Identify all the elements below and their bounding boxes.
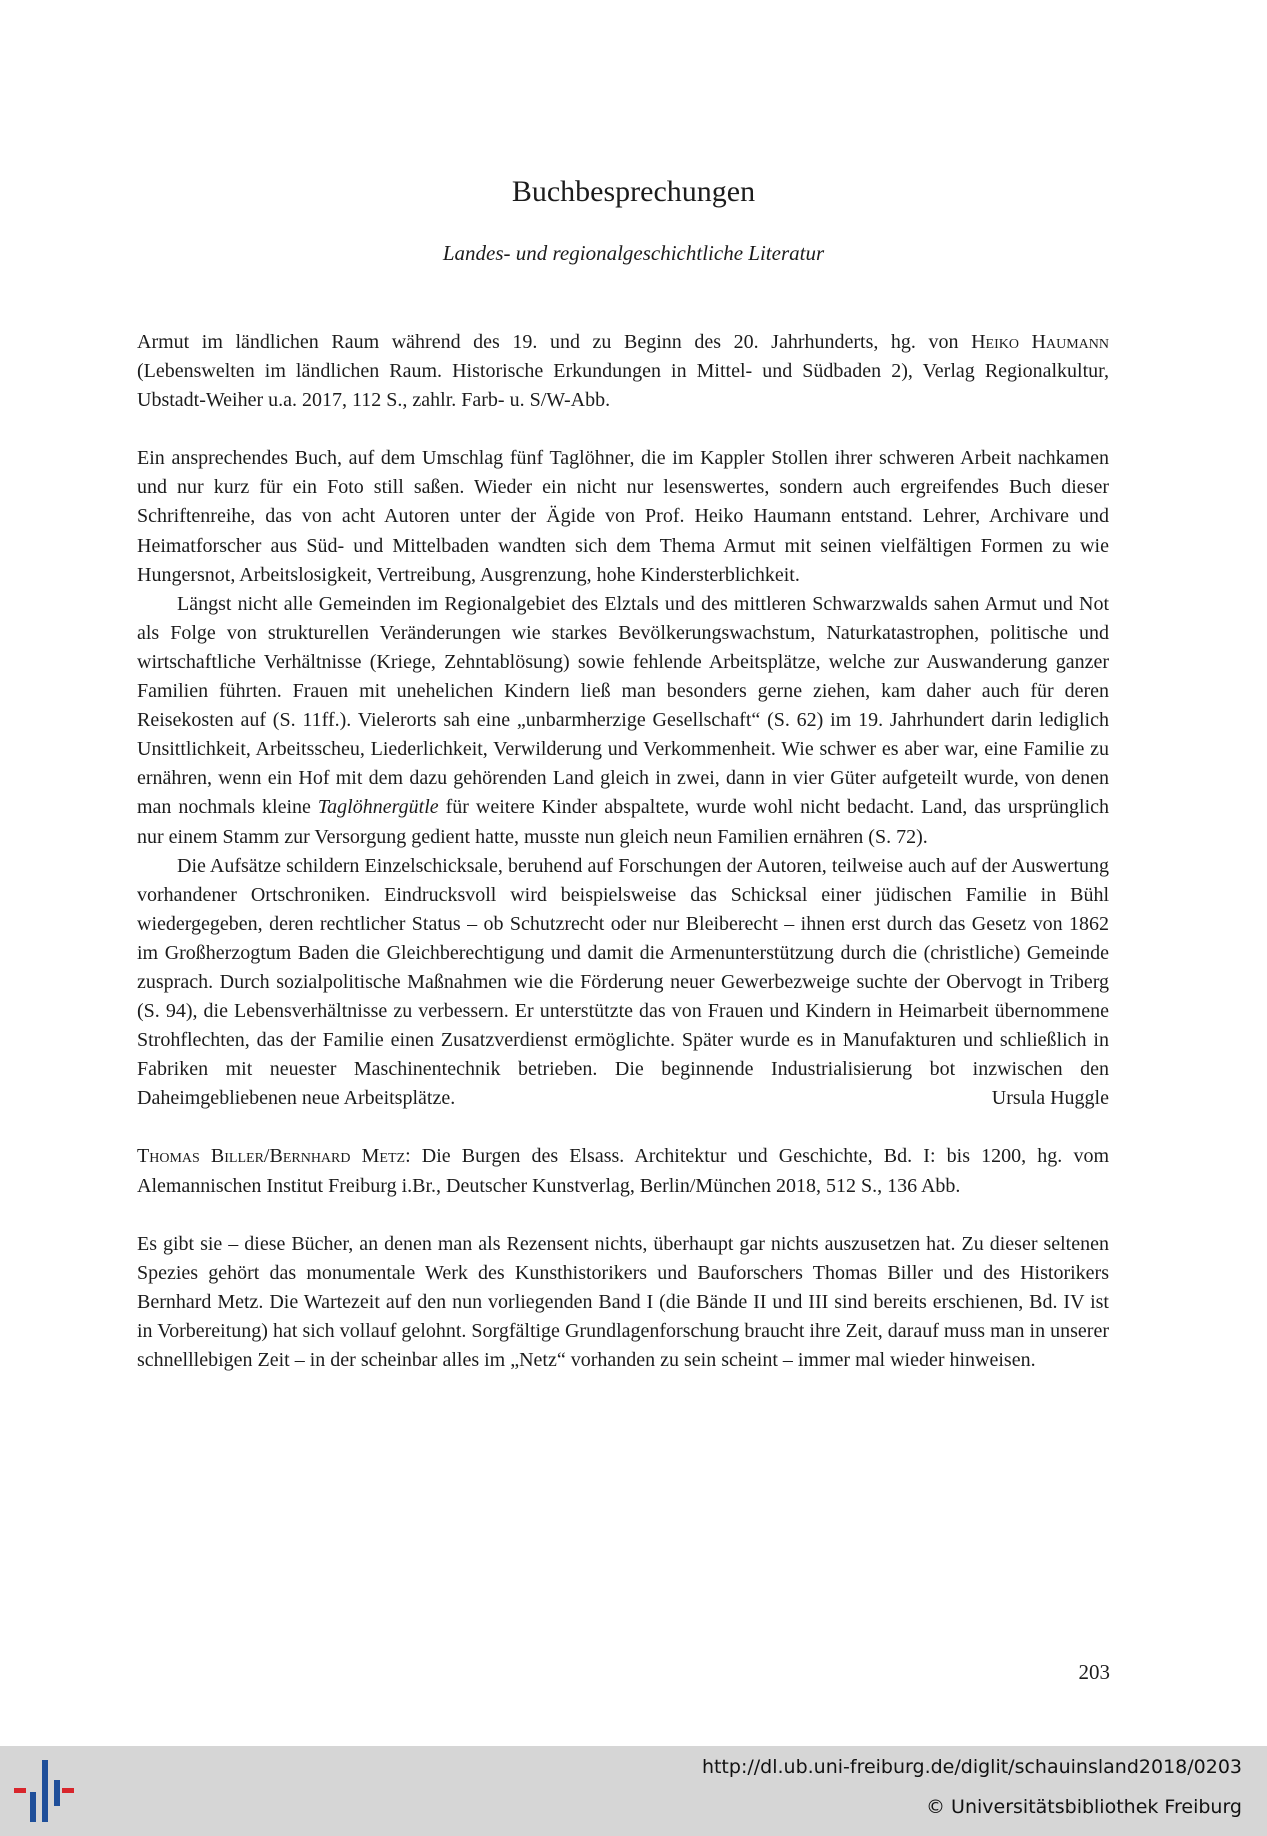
review1-paragraph-2 bbox=[137, 590, 1109, 852]
paragraph-text: Längst nicht alle Gemeinden im Regionalgebiet des Elztals und des mittleren Schwarzwalds sahen Armut und Not als Folge von strukturellen Veränderungen wie starkes Bevölkerungswachstum, Naturkatastrophen, politische und wirtschaftliche Verhältnisse (Kriege, Zehntablösung) sowie fehlende Arbeitsplätze, welche zur Auswanderung ganzer Familien führten. Frauen mit unehelichen Kindern ließ man besonders gerne ziehen, kam daher auch für deren Reisekosten auf (S. 11ff.). Vielerorts sah eine „unbarmherzige Gesellschaft“ (S. 62) im 19. Jahrhundert darin lediglich Unsittlichkeit, Arbeitsscheu, Liederlichkeit, Verwilderung und Verkommenheit. Wie schwer es aber war, eine Familie zu ernähren, wenn ein Hof mit dem dazu gehörenden Land gleich in zwei, dann in vier Güter aufgeteilt wurde, von denen man nochmals kleine bbox=[137, 592, 1109, 819]
ub-freiburg-logo-icon bbox=[14, 1760, 80, 1827]
emphasis-term: Taglöhnergütle bbox=[317, 796, 439, 819]
citation-authors: Thomas Biller/Bernhard Metz bbox=[137, 1145, 406, 1168]
paragraph-text: Die Aufsätze schildern Einzelschicksale, beruhend auf Forschungen der Autoren, teilweise auch auf der Auswertung vorhandener Ortschroniken. Eindrucksvoll wird beispielsweise das Schicksal einer jüdischen Familie in Bühl wiedergegeben, deren rechtlicher Status – ob Schutzrecht oder nur Bleiberecht – ihnen erst durch das Gesetz von 1862 im Großherzogtum Baden die Gleichberechtigung und damit die Armenunterstützung durch die (christliche) Gemeinde zusprach. Durch sozialpolitische Maßnahmen wie die Förderung neuer Gewerbezweige suchte der Obervogt in Triberg (S. 94), die Lebensverhältnisse zu verbessern. Er unterstützte das von Frauen und Kindern in Heimarbeit übernommene Strohflechten, das der Familie einen Zusatzverdienst ermöglichte. Später wurde es in Manufakturen und schließlich in Fabriken mit neuester Maschinentechnik betrieben. Die beginnende Industrialisierung bot inzwischen den Daheimgebliebenen neue Arbeitsplätze. bbox=[137, 854, 1109, 1110]
review2-paragraph-1: Es gibt sie – diese Bücher, an denen man als Rezensent nichts, überhaupt gar nichts auszusetzen hat. Zu dieser seltenen Spezies gehört das monumentale Werk des Kunsthistorikers und Bauforschers Thomas Biller und des Historikers Bernhard Metz. Die Wartezeit auf den nun vorliegenden Band I (die Bände II und III sind bereits erschienen, Bd. IV ist in Vorbereitung) hat sich vollauf gelohnt. Sorgfältige Grundlagenforschung braucht ihre Zeit, darauf muss man in unserer schnelllebigen Zeit – in der scheinbar alles im „Netz“ vorhanden zu sein scheint – immer mal wieder hinweisen. bbox=[137, 1232, 1109, 1371]
copyright-notice: © Universitätsbibliothek Freiburg bbox=[926, 1796, 1242, 1818]
review1-paragraph-1: Ein ansprechendes Buch, auf dem Umschlag fünf Taglöhner, die im Kappler Stollen ihrer schweren Arbeit nachkamen und nur kurz für ein Foto still saßen. Wieder ein nicht nur lesenswertes, sondern auch ergreifendes Buch dieser Schriftenreihe, das von acht Autoren unter der Ägide von Prof. Heiko Haumann entstand. Lehrer, Archivare und Heimatforscher aus Süd- und Mittelbaden wandten sich dem Thema Armut mit seinen vielfältigen Formen zu wie Hungersnot, Arbeitslosigkeit, Vertreibung, Ausgrenzung, hohe Kindersterblichkeit. bbox=[137, 447, 1109, 586]
reviewer-name: Ursula Huggle bbox=[991, 1087, 1109, 1110]
footer-bar bbox=[0, 1746, 1267, 1836]
page-title: Buchbesprechungen bbox=[511, 175, 756, 208]
citation-text: (Lebenswelten im ländlichen Raum. Historische Erkundungen in Mittel- und Südbaden 2), Verlag Regionalkultur, Ubstadt-Weiher u.a. 2017, 112 S., zahlr. Farb- u. S/W-Abb. bbox=[137, 360, 1109, 412]
review1-citation bbox=[137, 328, 1109, 415]
citation-text: : Die Burgen des Elsass. Architektur und Geschichte, Bd. I: bis 1200, hg. vom Alemannischen Institut Freiburg i.Br., Deutscher Kunstverlag, Berlin/München 2018, 512 S., 136 Abb. bbox=[137, 1145, 1109, 1197]
document-url-link[interactable]: http://dl.ub.uni-freiburg.de/diglit/schauinsland2018/0203 bbox=[701, 1756, 1242, 1778]
citation-editor: Heiko Haumann bbox=[971, 331, 1109, 353]
review1-paragraph-3 bbox=[137, 852, 1109, 1114]
page-number: 203 bbox=[1078, 1660, 1110, 1684]
paragraph-text: für weitere Kinder abspaltete, wurde wohl nicht bedacht. Land, das ursprünglich nur einem Stamm zur Versorgung gedient hatte, musste nun gleich neun Familien ernähren (S. 72). bbox=[137, 796, 1110, 848]
review-content bbox=[137, 328, 1109, 1375]
page-subtitle: Landes- und regionalgeschichtliche Literatur bbox=[442, 241, 825, 265]
citation-text: Armut im ländlichen Raum während des 19. und zu Beginn des 20. Jahrhunderts, hg. von bbox=[137, 331, 972, 353]
review2-citation bbox=[137, 1142, 1109, 1200]
